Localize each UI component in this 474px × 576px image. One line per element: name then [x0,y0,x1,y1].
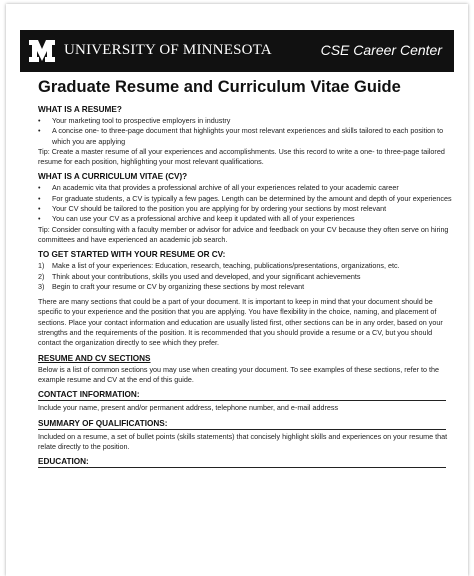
document-page [6,4,468,576]
sections-text: Below is a list of common sections you may use when creating your document. To see examples of these sections, refer to the [38,364,439,374]
summary-heading: SUMMARY OF QUALIFICATIONS: [38,418,168,428]
sections-text: example resume and CV at the end of this guide. [38,374,194,384]
resume-tip: Tip: Create a master resume of all your experiences and accomplishments. Use this record to write a one- to three-page tailored [38,146,445,156]
list-item: • An academic vita that provides a professional archive of all your experiences related to your academic career [38,183,399,193]
section-divider [38,400,446,401]
body-paragraph-line: contact the organization directly to see which they prefer. [38,338,219,348]
list-item: 3) Begin to craft your resume or CV by organizing these sections by most relevant [38,281,305,291]
university-m-logo-icon [28,39,56,63]
body-paragraph-line: There are many sections that could be a part of your document. It is important to keep in mind that your document should be [38,297,433,307]
contact-heading: CONTACT INFORMATION: [38,390,140,400]
university-name: UNIVERSITY OF MINNESOTA [64,42,272,58]
list-item: 1) Make a list of your experiences: Education, research, teaching, publications/presentations, organizations, etc. [38,261,400,271]
body-paragraph-line: strengths and the requirements of the position. It is recommended that you should provide a resume or a CV, but you should [38,328,433,338]
cv-tip: Tip: Consider consulting with a faculty member or advisor for advice and feedback on your CV because they often serve on hiring [38,224,449,234]
cv-tip-cont: committees and have experienced an academic job search. [38,234,228,244]
list-item: • For graduate students, a CV is typically a few pages. Length can be determined by the amount and depth of your experiences [38,193,452,203]
list-item: • Your marketing tool to prospective employers in industry [38,116,231,125]
resume-heading: WHAT IS A RESUME? [38,105,122,114]
summary-text: relate directly to the position. [38,441,130,451]
career-center-name: CSE Career Center [320,42,442,58]
list-item: • You can use your CV as a professional archive and keep it updated with all of your experiences [38,214,355,224]
resume-tip-cont: resume for each position, highlighting your most relevant qualifications. [38,157,264,167]
summary-text: Included on a resume, a set of bullet points (skills statements) that concisely highlight skills and experiences on your resume that [38,431,448,441]
list-item: 2) Think about your contributions, skills you used and developed, and your significant achievements [38,271,361,281]
section-divider [38,429,446,430]
cv-heading: WHAT IS A CURRICULUM VITAE (CV)? [38,172,188,182]
list-item: • Your CV should be tailored to the position you are applying for by ordering your sections by most relevant [38,204,387,214]
document-title: Graduate Resume and Curriculum Vitae Guide [38,78,401,96]
document-body [38,78,452,470]
list-item: which you are applying [52,136,126,146]
contact-text: Include your name, present and/or permanent address, telephone number, and e-mail address [38,403,339,413]
header-banner [20,30,454,72]
education-heading: EDUCATION: [38,457,89,467]
get-started-heading: TO GET STARTED WITH YOUR RESUME OR CV: [38,250,226,260]
body-paragraph-line: specific to your experience and the position that you are applying. You have flexibility in the choice, naming, and placement of [38,307,437,317]
body-paragraph-line: sections. Place your contact information and education are usually listed first, other sections can be in any order, based on your [38,317,443,327]
section-divider [38,467,446,468]
list-item: • A concise one- to three-page document that highlights your most relevant experiences and skills tailored to each position to [38,126,444,136]
sections-heading: RESUME AND CV SECTIONS [38,353,151,363]
